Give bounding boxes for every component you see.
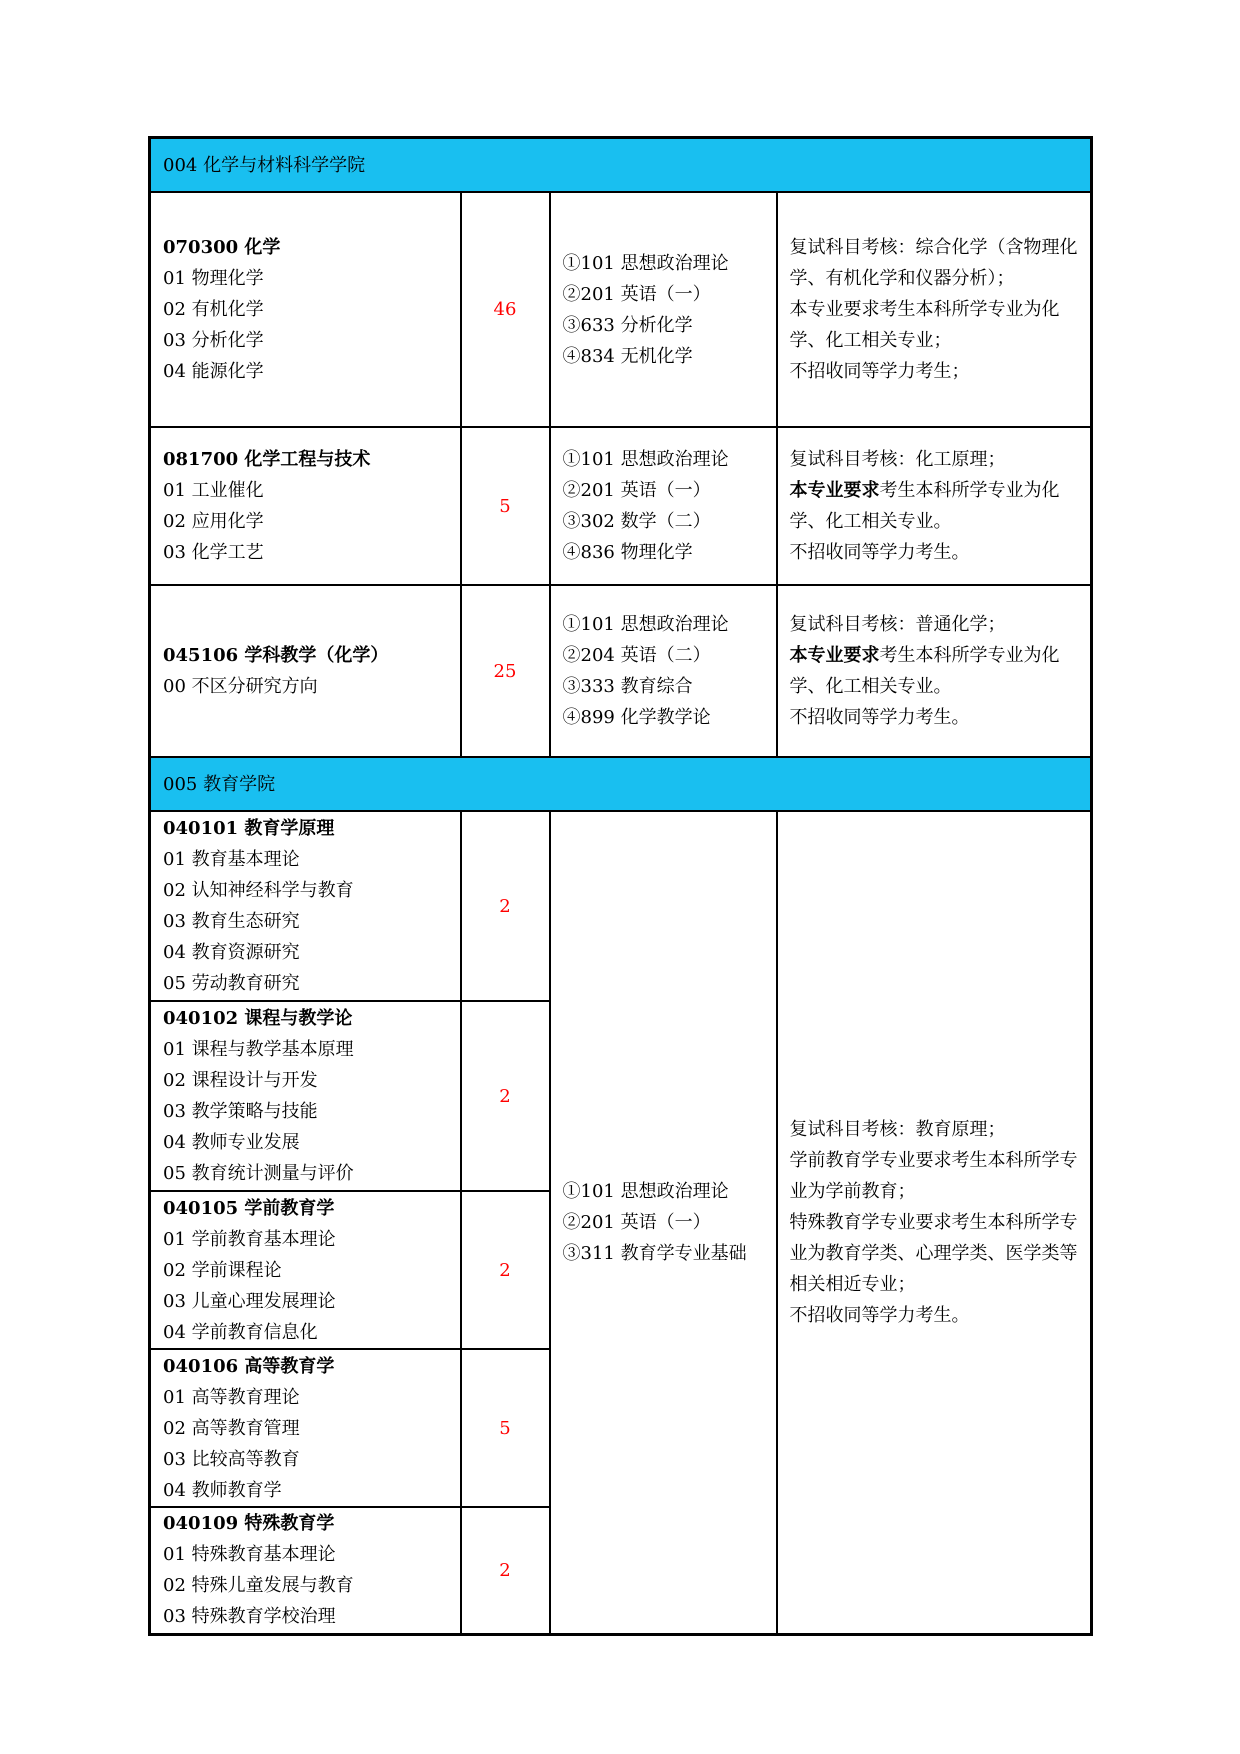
notes-cell — [777, 585, 1092, 757]
direction-item: 01 特殊教育基本理论 — [163, 1544, 336, 1566]
direction-item: 04 教师教育学 — [163, 1479, 282, 1501]
quota-value: 5 — [461, 1349, 550, 1507]
exam-item: ②201 英语（一） — [562, 480, 711, 501]
direction-item: 03 教育生态研究 — [163, 911, 300, 932]
major-cell — [150, 1001, 461, 1191]
quota-value: 5 — [461, 427, 550, 585]
department-title: 004 化学与材料科学学院 — [150, 138, 1092, 193]
note-text: 不招收同等学力考生。 — [789, 707, 970, 728]
direction-item: 05 教育统计测量与评价 — [163, 1163, 354, 1184]
department-title: 005 教育学院 — [150, 757, 1092, 811]
major-title: 045106 学科教学（化学） — [163, 645, 389, 666]
direction-item: 01 工业催化 — [163, 480, 264, 501]
direction-item: 04 教育资源研究 — [163, 942, 300, 963]
direction-item: 03 化学工艺 — [163, 542, 264, 563]
direction-item: 02 课程设计与开发 — [163, 1070, 318, 1091]
exam-item: ③302 数学（二） — [562, 511, 711, 532]
direction-item: 03 比较高等教育 — [163, 1448, 300, 1470]
direction-item: 03 特殊教育学校治理 — [163, 1606, 336, 1628]
major-title: 040109 特殊教育学 — [163, 1513, 335, 1535]
notes-cell — [777, 192, 1092, 427]
quota-value: 2 — [461, 1191, 550, 1349]
exam-cell — [550, 427, 777, 585]
note-text: 不招收同等学力考生； — [789, 361, 970, 382]
direction-item: 01 教育基本理论 — [163, 849, 300, 870]
exam-item: ①101 思想政治理论 — [562, 1180, 729, 1202]
note-text: 复试科目考核：综合化学（含物理化学、有机化学和仪器分析）； — [789, 237, 1078, 289]
exam-item: ④836 物理化学 — [562, 542, 693, 563]
note-text: 复试科目考核：普通化学； — [789, 614, 1006, 635]
exam-item: ③633 分析化学 — [562, 314, 693, 336]
direction-item: 04 能源化学 — [163, 361, 264, 382]
exam-item: ②201 英语（一） — [562, 1211, 711, 1233]
department-header-005 — [150, 757, 1092, 811]
note-text: 复试科目考核：化工原理； — [789, 449, 1006, 470]
direction-item: 02 认知神经科学与教育 — [163, 880, 354, 901]
exam-item: ④834 无机化学 — [562, 345, 693, 367]
direction-item: 02 高等教育管理 — [163, 1417, 300, 1439]
direction-item: 05 劳动教育研究 — [163, 973, 300, 994]
direction-item: 02 有机化学 — [163, 299, 264, 320]
note-text: 考生本科所学专业为化学、化工相关专业。 — [789, 480, 1060, 532]
exam-item: ③311 教育学专业基础 — [562, 1242, 747, 1264]
admissions-table — [148, 136, 1093, 1636]
direction-item: 03 教学策略与技能 — [163, 1101, 318, 1122]
direction-item: 04 教师专业发展 — [163, 1132, 300, 1153]
direction-item: 02 特殊儿童发展与教育 — [163, 1575, 354, 1597]
table-row — [150, 427, 1092, 585]
note-text: 考生本科所学专业为化学、化工相关专业。 — [789, 645, 1060, 697]
major-title: 040102 课程与教学论 — [163, 1008, 353, 1029]
quota-value: 2 — [461, 1001, 550, 1191]
note-text: 不招收同等学力考生。 — [789, 1304, 970, 1326]
note-text: 本专业要求考生本科所学专业为化学、化工相关专业； — [789, 299, 1060, 351]
major-cell — [150, 585, 461, 757]
table-row — [150, 192, 1092, 427]
direction-item: 01 课程与教学基本原理 — [163, 1039, 354, 1060]
exam-item: ③333 教育综合 — [562, 676, 693, 697]
direction-item: 02 应用化学 — [163, 511, 264, 532]
notes-cell — [777, 427, 1092, 585]
major-title: 070300 化学 — [163, 237, 281, 258]
major-cell — [150, 1349, 461, 1507]
direction-item: 03 分析化学 — [163, 330, 264, 351]
direction-item: 03 儿童心理发展理论 — [163, 1290, 336, 1312]
quota-value: 25 — [461, 585, 550, 757]
major-title: 040106 高等教育学 — [163, 1355, 335, 1377]
exam-item: ①101 思想政治理论 — [562, 252, 729, 274]
direction-item: 04 学前教育信息化 — [163, 1321, 318, 1343]
direction-item: 01 物理化学 — [163, 268, 264, 289]
notes-cell — [777, 811, 1092, 1634]
major-cell — [150, 1507, 461, 1634]
direction-item: 02 学前课程论 — [163, 1259, 282, 1281]
note-text: 特殊教育学专业要求考生本科所学专业为教育学类、心理学类、医学类等相关相近专业； — [789, 1211, 1078, 1295]
note-emphasis: 本专业要求 — [789, 480, 880, 501]
department-header-004 — [150, 138, 1092, 193]
quota-value: 2 — [461, 1507, 550, 1634]
quota-value: 2 — [461, 811, 550, 1001]
exam-cell — [550, 585, 777, 757]
major-title: 040105 学前教育学 — [163, 1197, 335, 1219]
major-title: 081700 化学工程与技术 — [163, 449, 371, 470]
major-title: 040101 教育学原理 — [163, 818, 335, 839]
note-text: 不招收同等学力考生。 — [789, 542, 970, 563]
exam-item: ①101 思想政治理论 — [562, 614, 729, 635]
quota-value: 46 — [461, 192, 550, 427]
major-cell — [150, 811, 461, 1001]
direction-item: 01 学前教育基本理论 — [163, 1228, 336, 1250]
exam-cell — [550, 192, 777, 427]
exam-item: ②201 英语（一） — [562, 283, 711, 305]
exam-cell — [550, 811, 777, 1634]
exam-item: ④899 化学教学论 — [562, 707, 711, 728]
direction-item: 01 高等教育理论 — [163, 1386, 300, 1408]
note-text: 复试科目考核：教育原理； — [789, 1118, 1006, 1140]
major-cell — [150, 192, 461, 427]
direction-item: 00 不区分研究方向 — [163, 676, 318, 697]
exam-item: ②204 英语（二） — [562, 645, 711, 666]
table-row — [150, 811, 1092, 1001]
table-row — [150, 585, 1092, 757]
note-text: 学前教育学专业要求考生本科所学专业为学前教育； — [789, 1149, 1078, 1202]
note-emphasis: 本专业要求 — [789, 645, 880, 666]
major-cell — [150, 1191, 461, 1349]
major-cell — [150, 427, 461, 585]
exam-item: ①101 思想政治理论 — [562, 449, 729, 470]
